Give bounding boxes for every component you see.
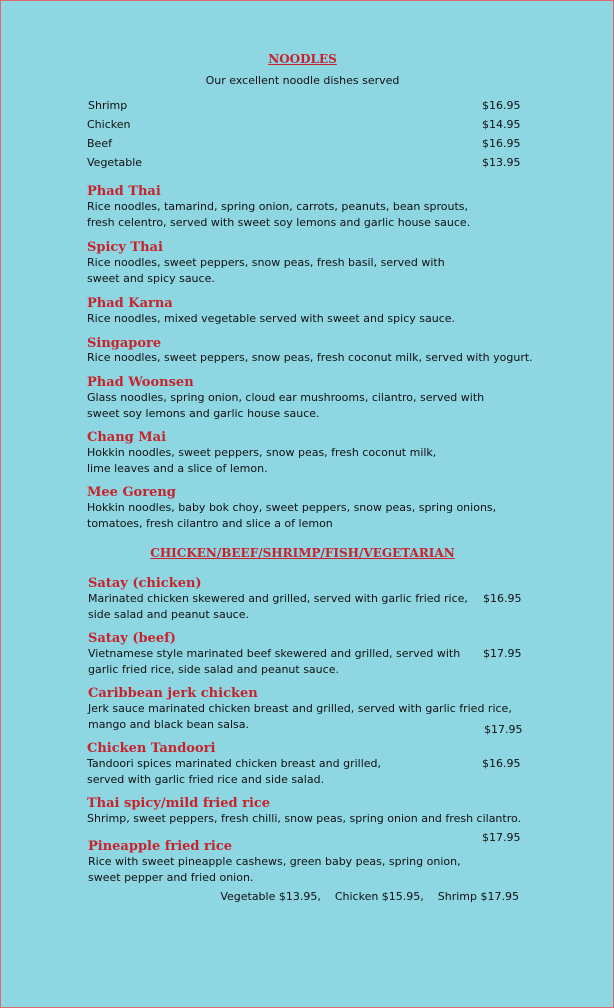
dish-description xyxy=(87,390,484,422)
dish-name: Spicy Thai xyxy=(87,240,163,255)
dish-description xyxy=(87,811,521,827)
dish-price: $16.95 xyxy=(483,592,522,605)
dish-desc-line: Rice noodles, sweet peppers, snow peas, fresh coconut milk, served with yogurt. xyxy=(87,351,533,364)
noodle-option-name: Shrimp xyxy=(88,99,128,112)
dish-name: Pineapple fried rice xyxy=(88,839,233,854)
dish-description xyxy=(88,591,468,623)
dish-desc-line: Rice noodles, mixed vegetable served with sweet and spicy sauce. xyxy=(87,312,456,325)
dish-name: Phad Karna xyxy=(87,296,173,311)
dish-description xyxy=(87,500,496,532)
dish-description xyxy=(87,255,445,287)
dish-desc-line: side salad and peanut sauce. xyxy=(88,608,249,621)
noodles-heading: NOODLES xyxy=(268,52,337,66)
dish-name: Singapore xyxy=(87,336,162,351)
dish-desc-line: Rice with sweet pineapple cashews, green baby peas, spring onion, xyxy=(88,855,461,868)
dish-desc-line: Hokkin noodles, sweet peppers, snow peas, fresh coconut milk, xyxy=(87,446,437,459)
dish-desc-line: sweet and spicy sauce. xyxy=(87,272,215,285)
noodle-option-price: $14.95 xyxy=(482,118,521,131)
dish-description xyxy=(88,854,461,886)
dish-name: Phad Thai xyxy=(87,184,161,199)
dish-desc-line: garlic fried rice, side salad and peanut sauce. xyxy=(88,663,339,676)
dish-price: $16.95 xyxy=(482,757,521,770)
dish-price: $17.95 xyxy=(484,723,523,736)
dish-desc-line: Rice noodles, sweet peppers, snow peas, fresh basil, served with xyxy=(87,256,445,269)
noodle-option-price: $13.95 xyxy=(482,156,521,169)
noodle-option-price: $16.95 xyxy=(482,99,521,112)
dish-description xyxy=(87,199,470,231)
dish-desc-line: mango and black bean salsa. xyxy=(88,718,249,731)
dish-price: $17.95 xyxy=(483,647,522,660)
dish-desc-line: Shrimp, sweet peppers, fresh chilli, snow peas, spring onion and fresh cilantro. xyxy=(87,812,522,825)
dish-name: Satay (chicken) xyxy=(88,576,202,591)
dish-name: Phad Woonsen xyxy=(87,375,194,390)
dish-desc-line: sweet soy lemons and garlic house sauce. xyxy=(87,407,320,420)
dish-description xyxy=(87,445,436,477)
dish-price: $17.95 xyxy=(482,831,521,844)
dish-name: Mee Goreng xyxy=(87,485,176,500)
dish-name: Satay (beef) xyxy=(88,631,176,646)
dish-name: Caribbean jerk chicken xyxy=(88,686,258,701)
dish-desc-line: lime leaves and a slice of lemon. xyxy=(87,462,268,475)
dish-desc-line: Rice noodles, tamarind, spring onion, carrots, peanuts, bean sprouts, xyxy=(87,200,469,213)
dish-desc-line: Tandoori spices marinated chicken breast and grilled, xyxy=(87,757,382,770)
dish-desc-line: served with garlic fried rice and side salad. xyxy=(87,773,325,786)
noodle-option-name: Vegetable xyxy=(87,156,143,169)
dish-desc-line: Vietnamese style marinated beef skewered and grilled, served with xyxy=(88,647,461,660)
dish-description xyxy=(87,756,381,788)
noodles-intro: Our excellent noodle dishes served xyxy=(205,74,400,87)
dish-description xyxy=(87,350,533,366)
dish-desc-line: Jerk sauce marinated chicken breast and grilled, served with garlic fried rice, xyxy=(88,702,512,715)
dish-desc-line: tomatoes, fresh cilantro and slice a of lemon xyxy=(87,517,333,530)
noodle-option-price: $16.95 xyxy=(482,137,521,150)
dish-description xyxy=(88,701,512,733)
dish-desc-line: Glass noodles, spring onion, cloud ear mushrooms, cilantro, served with xyxy=(87,391,485,404)
dish-name: Chicken Tandoori xyxy=(87,741,216,756)
dish-desc-line: Marinated chicken skewered and grilled, served with garlic fried rice, xyxy=(88,592,468,605)
dish-description xyxy=(87,311,455,327)
mains-heading: CHICKEN/BEEF/SHRIMP/FISH/VEGETARIAN xyxy=(150,546,455,560)
fried-rice-prices: Vegetable $13.95, Chicken $15.95, Shrimp $17.95 xyxy=(220,890,519,903)
dish-name: Chang Mai xyxy=(87,430,167,445)
noodle-option-name: Chicken xyxy=(87,118,131,131)
dish-desc-line: Hokkin noodles, baby bok choy, sweet peppers, snow peas, spring onions, xyxy=(87,501,497,514)
dish-name: Thai spicy/mild fried rice xyxy=(87,796,271,811)
dish-desc-line: sweet pepper and fried onion. xyxy=(88,871,254,884)
dish-description xyxy=(88,646,460,678)
noodle-option-name: Beef xyxy=(87,137,112,150)
dish-desc-line: fresh celentro, served with sweet soy lemons and garlic house sauce. xyxy=(87,216,471,229)
